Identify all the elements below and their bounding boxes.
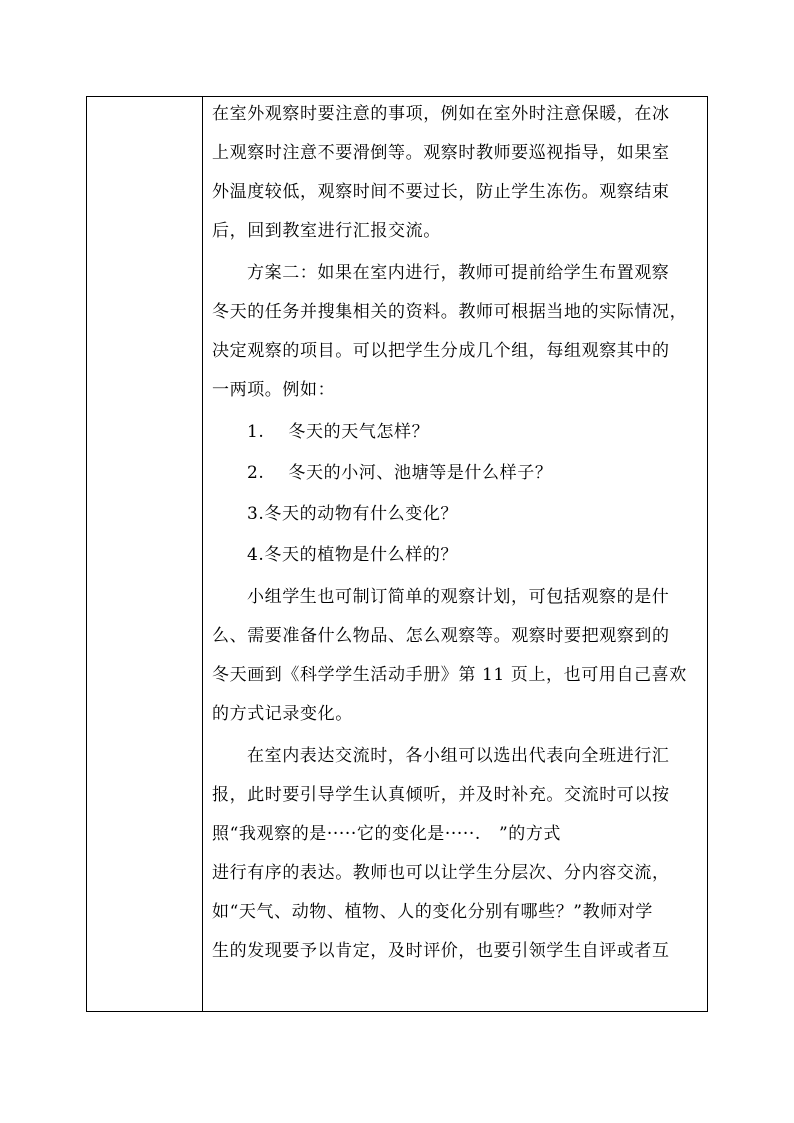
text-line: 冬天画到《科学学生活动手册》第 11 页上，也可用自己喜欢 — [212, 665, 687, 685]
text-line: 后，回到教室进行汇报交流。 — [212, 221, 441, 241]
text-line: 进行有序的表达。教师也可以让学生分层次、分内容交流， — [212, 863, 670, 883]
text-line: 上观察时注意不要滑倒等。观察时教师要巡视指导，如果室 — [212, 143, 670, 163]
table-content-cell — [203, 97, 707, 1011]
text-line: 报，此时要引导学生认真倾听，并及时补充。交流时可以按 — [212, 785, 670, 805]
list-item: 3.冬天的动物有什么变化？ — [247, 504, 459, 524]
text-line: 在室外观察时要注意的事项，例如在室外时注意保暖，在冰 — [212, 104, 670, 124]
list-item: 4.冬天的植物是什么样的？ — [247, 545, 459, 565]
text-line: 照“我观察的是·····它的变化是·····. ”的方式 — [212, 824, 562, 844]
text-line: 一两项。例如： — [212, 380, 336, 400]
text-line: 外温度较低，观察时间不要过长，防止学生冻伤。观察结束 — [212, 182, 670, 202]
table-left-cell — [87, 97, 203, 1011]
text-line: 生的发现要予以肯定，及时评价，也要引领学生自评或者互 — [212, 941, 670, 961]
text-line: 决定观察的项目。可以把学生分成几个组，每组观察其中的 — [212, 341, 670, 361]
text-line: 方案二：如果在室内进行，教师可提前给学生布置观察 — [247, 263, 670, 283]
text-line: 的方式记录变化。 — [212, 704, 353, 724]
text-line: 小组学生也可制订简单的观察计划，可包括观察的是什 — [247, 587, 670, 607]
text-line: 在室内表达交流时，各小组可以选出代表向全班进行汇 — [247, 746, 670, 766]
list-item: 1. 冬天的天气怎样？ — [247, 422, 430, 442]
text-line: 如“天气、动物、植物、人的变化分别有哪些？”教师对学 — [212, 902, 653, 922]
list-item: 2. 冬天的小河、池塘等是什么样子？ — [247, 463, 553, 483]
text-line: 么、需要准备什么物品、怎么观察等。观察时要把观察到的 — [212, 626, 670, 646]
text-line: 冬天的任务并搜集相关的资料。教师可根据当地的实际情况， — [212, 302, 688, 322]
lesson-table — [86, 96, 708, 1012]
